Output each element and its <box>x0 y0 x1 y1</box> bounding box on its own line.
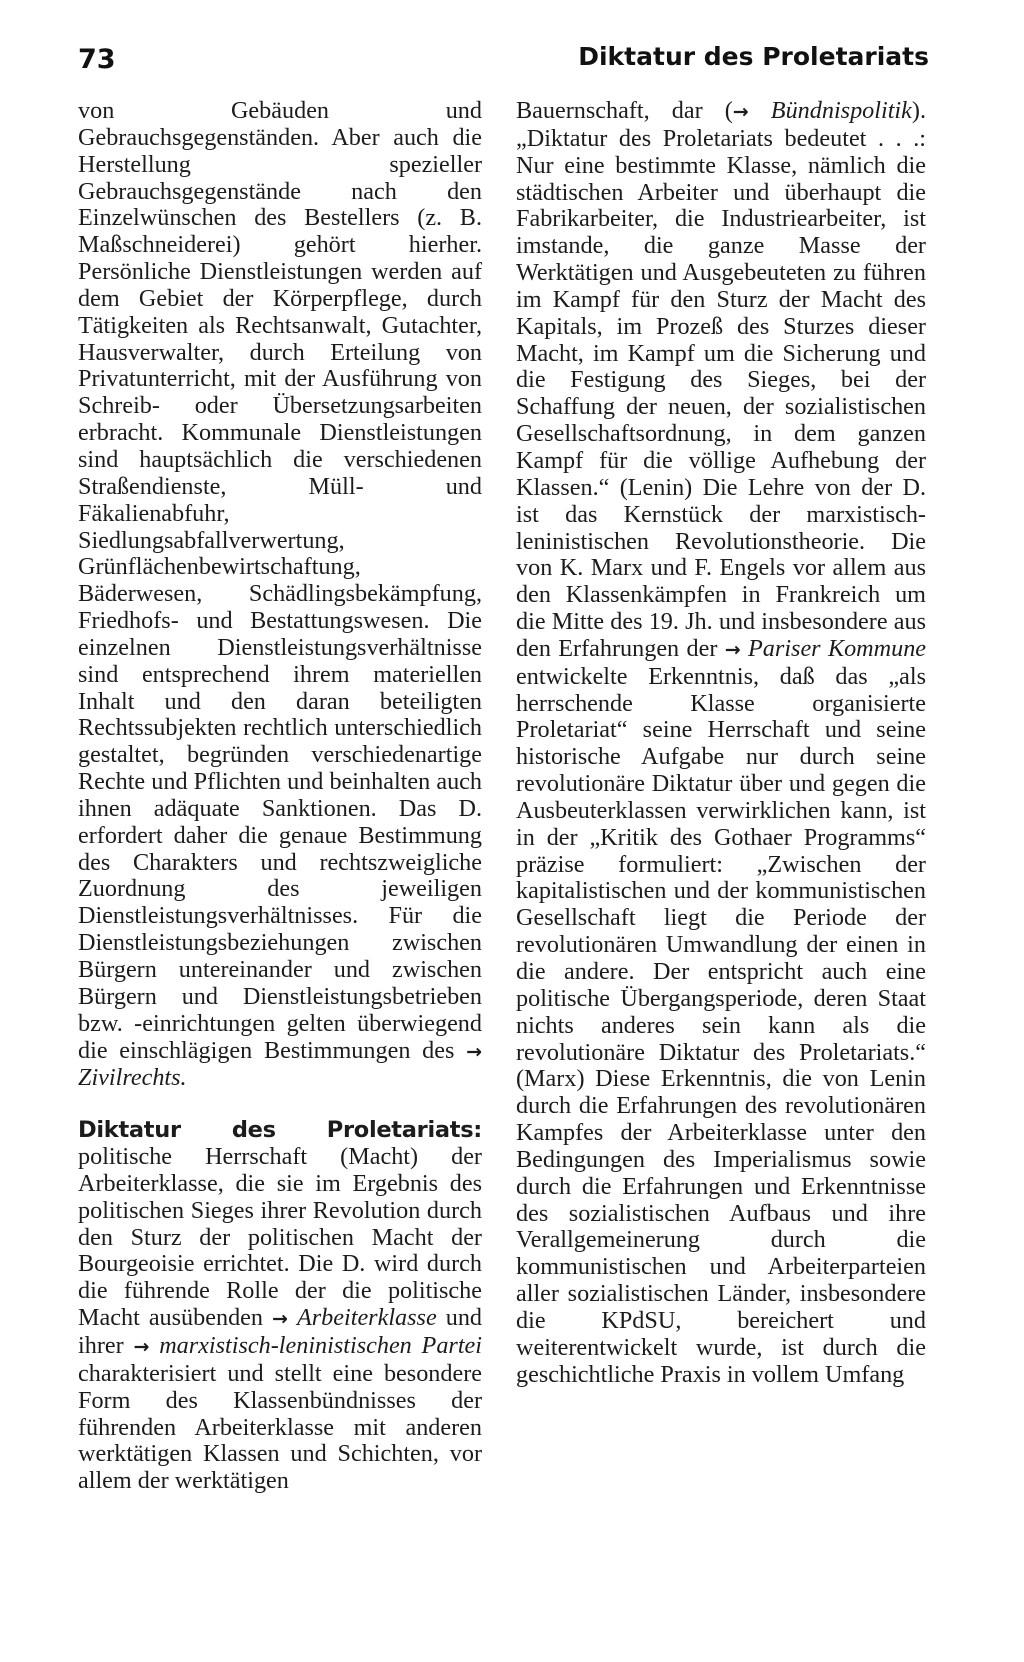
paragraph-dienstleistungen <box>78 98 482 1092</box>
cross-reference-arrow-icon: → <box>272 1308 288 1331</box>
entry-text: politische Herrschaft (Macht) der Arbeiterklasse, die sie im Ergebnis des politischen Sieges ihrer Revolution durch den Sturz der politischen Macht der Bourgeoisie errichtet. Die D. wird durch die führende Rolle der die politische Macht ausübenden <box>78 1143 482 1332</box>
cross-reference-zivilrecht[interactable]: Zivilrechts. <box>78 1064 187 1092</box>
right-column <box>516 98 926 1389</box>
entry-text: und ihrer <box>78 1304 483 1359</box>
left-column <box>78 98 482 1495</box>
paragraph-text: von Gebäuden und Gebrauchsgegenständen. Aber auch die Herstellung spezieller Gebrauchsgegenstände nach den Einzelwünschen des Bestellers (z. B. Maßschneiderei) gehört hierher. Persönliche Dienstleistungen werden auf dem Gebiet der Körperpflege, durch Tätigkeiten als Rechtsanwalt, Gutachter, Hausverwalter, durch Erteilung von Privatunterricht, mit der Ausführung von Schreib- oder Übersetzungsarbeiten erbracht. Kommunale Dienstleistungen sind hauptsächlich die verschiedenen Straßendienste, Müll- und Fäkalienabfuhr, Siedlungsabfallverwertung, Grünflächenbewirtschaftung, Bäderwesen, Schädlingsbekämpfung, Friedhofs- und Bestattungswesen. Die einzelnen Dienstleistungsverhältnisse sind entsprechend ihrem materiellen Inhalt und den daran beteiligten Rechtssubjekten rechtlich unterschiedlich gestaltet, begründen verschiedenartige Rechte und Pflichten und beinhalten auch ihnen adäquate Sanktionen. Das D. erfordert daher die genaue Bestimmung des Charakters und rechtszweigliche Zuordnung des jeweiligen Dienstleistungsverhältnisses. Für die Dienstleistungsbeziehungen zwischen Bürgern untereinander und zwischen Bürgern und Dienstleistungsbetrieben bzw. -einrichtungen gelten überwiegend die einschlägigen Bestimmungen des <box>78 97 482 1064</box>
entry-text: ). „Diktatur des Proletariats bedeutet . . .: Nur eine bestimmte Klasse, nämlich die städtischen Arbeiter und überhaupt die Fabrikarbeiter, die Industriearbeiter, ist imstande, die ganze Masse der Werktätigen und Ausgebeuteten zu führen im Kampf für den Sturz der Macht des Kapitals, im Prozeß des Sturzes dieser Macht, im Kampf um die Sicherung und die Festigung des Sieges, bei der Schaffung der neuen, der sozialistischen Gesellschaftsordnung, in dem ganzen Kampf für die völlige Aufhebung der Klassen.“ (Lenin) Die Lehre von der D. ist das Kernstück der marxistisch-leninistischen Revolutionstheorie. Die von K. Marx und F. Engels vor allem aus den Klassenkämpfen in Frankreich um die Mitte des 19. Jh. und insbesondere aus den Erfahrungen der <box>516 97 926 662</box>
entry-continuation <box>516 98 926 1389</box>
entry-text: charakterisiert und stellt eine besondere Form des Klassenbündnisses der führenden Arbeiterklasse mit anderen werktätigen Klassen und Schichten, vor allem der werktätigen <box>78 1359 482 1495</box>
running-head: Diktatur des Proletariats <box>578 42 929 71</box>
entry-diktatur-des-proletariats <box>78 1117 482 1495</box>
cross-reference-partei[interactable]: marxistisch-leninistischen Partei <box>159 1331 483 1359</box>
cross-reference-buendnispolitik[interactable]: Bündnispolitik <box>770 97 912 124</box>
entry-text: Bauernschaft, dar ( <box>516 97 733 124</box>
page-number: 73 <box>78 44 116 75</box>
cross-reference-arbeiterklasse[interactable]: Arbeiterklasse <box>296 1304 437 1332</box>
entry-text: entwickelte Erkenntnis, daß das „als herrschende Klasse organisierte Proletariat“ seine Herrschaft und seine historische Aufgabe nur durch seine revolutionäre Diktatur über und gegen die Ausbeuterklassen verwirklichen kann, ist in der „Kritik des Gothaer Programms“ präzise formuliert: „Zwischen der kapitalistischen und der kommunistischen Gesellschaft liegt die Periode der revolutionären Umwandlung der einen in die andere. Der entspricht auch eine politische Übergangsperiode, deren Staat nichts anderes sein kann als die revolutionäre Diktatur des Proletariats.“ (Marx) Diese Erkenntnis, die von Lenin durch die Erfahrungen des revolutionären Kampfes der Arbeiterklasse unter den Bedingungen des Imperialismus sowie durch die Erfahrungen und Erkenntnisse des sozialistischen Aufbaus und ihre Verallgemeinerung durch die kommunistischen und Arbeiterparteien aller sozialistischen Länder, insbesondere die KPdSU, bereichert und weiterentwickelt wurde, ist durch die geschichtliche Praxis in vollem Umfang <box>516 662 926 1388</box>
cross-reference-arrow-icon: → <box>724 638 741 661</box>
entry-term: Diktatur des Proletariats: <box>78 1117 482 1144</box>
cross-reference-arrow-icon: → <box>466 1040 482 1063</box>
cross-reference-pariser-kommune[interactable]: Pariser Kommune <box>748 634 927 662</box>
cross-reference-arrow-icon: → <box>133 1335 150 1358</box>
cross-reference-arrow-icon: → <box>732 101 749 123</box>
